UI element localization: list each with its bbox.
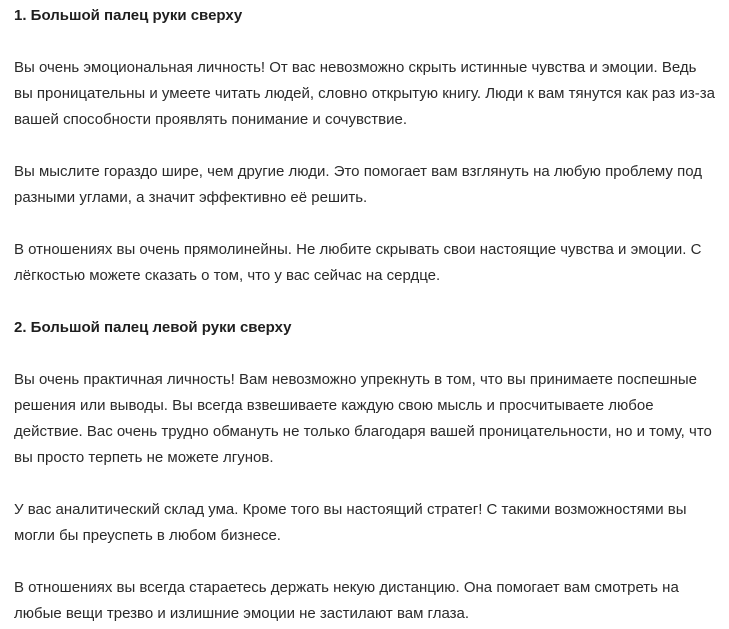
spacer xyxy=(14,133,715,159)
paragraph: У вас аналитический склад ума. Кроме того вы настоящий стратег! С такими возможностями вы могли бы преуспеть в любом бизнесе. xyxy=(14,501,687,544)
paragraph: Вы очень практичная личность! Вам невозможно упрекнуть в том, что вы принимаете поспешные решения или выводы. Вы всегда взвешиваете каждую свою мысль и просчитываете любое действие. Вас очень трудно обмануть не только благодаря вашей проницательности, но и тому, что вы просто терпеть не можете лгунов. xyxy=(14,371,712,466)
paragraph: Вы очень эмоциональная личность! От вас невозможно скрыть истинные чувства и эмоции. Ведь вы проницательны и умеете читать людей, словно открытую книгу. Люди к вам тянутся как раз из-за вашей способности проявлять понимание и сочувствие. xyxy=(14,59,715,128)
section-heading: 1. Большой палец руки сверху xyxy=(14,7,243,24)
spacer xyxy=(14,471,715,497)
section-heading: 2. Большой палец левой руки сверху xyxy=(14,319,292,336)
spacer xyxy=(14,549,715,575)
spacer xyxy=(14,341,715,367)
paragraph: В отношениях вы всегда стараетесь держать некую дистанцию. Она помогает вам смотреть на любые вещи трезво и излишние эмоции не застилают вам глаза. xyxy=(14,579,679,622)
spacer xyxy=(14,289,715,315)
spacer xyxy=(14,29,715,55)
spacer xyxy=(14,211,715,237)
paragraph: Вы мыслите гораздо шире, чем другие люди. Это помогает вам взглянуть на любую проблему под разными углами, а значит эффективно её решить. xyxy=(14,163,702,206)
paragraph: В отношениях вы очень прямолинейны. Не любите скрывать свои настоящие чувства и эмоции. С лёгкостью можете сказать о том, что у вас сейчас на сердце. xyxy=(14,241,702,284)
